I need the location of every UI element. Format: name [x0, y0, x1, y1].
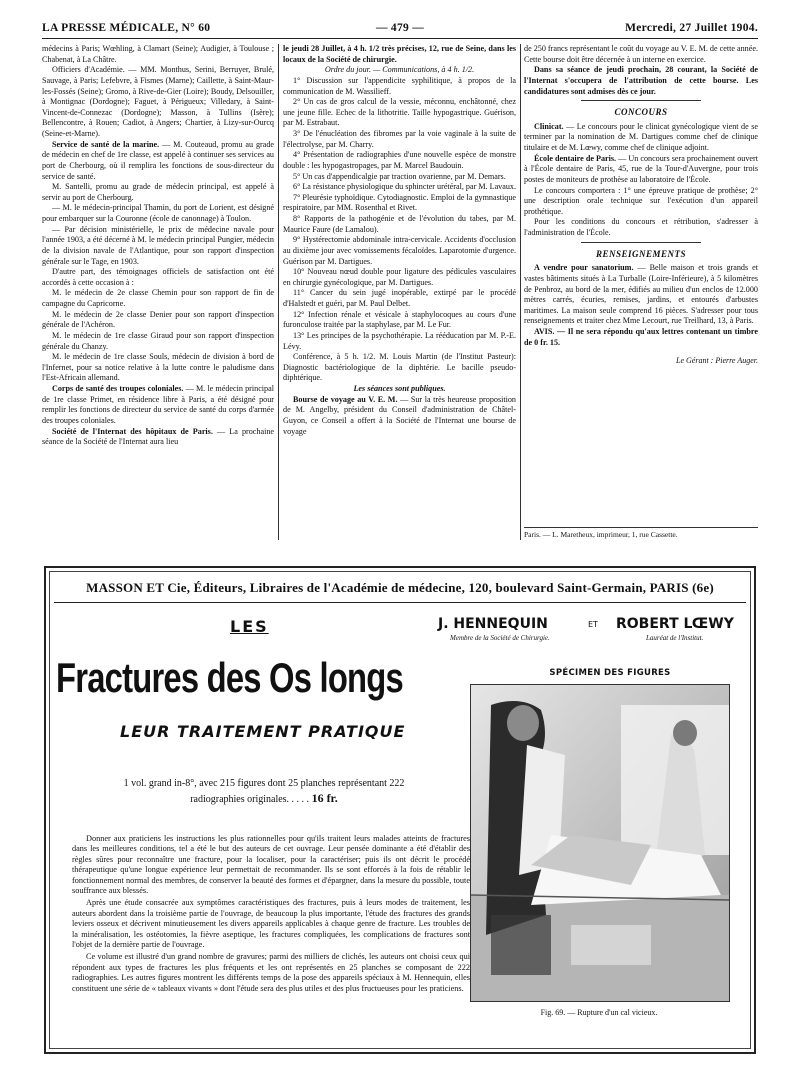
- ad-inner-frame: [49, 571, 751, 1049]
- paragraph: M. le médecin de 2e classe Chemin pour son rapport de fin de campagne du Capricorne.: [42, 288, 274, 308]
- paragraph: Pour les conditions du concours et rétribution, s'adresser à l'administration de l'École.: [524, 217, 758, 237]
- column-2: [283, 44, 516, 541]
- section-heading: Clinicat.: [534, 121, 564, 131]
- paragraph: Corps de santé des troupes coloniales. — M. le médecin principal de 1re classe Primet, en résidence libre à Paris, a été désigné pour remplir les fonctions de directeur du service de santé du corps d'armée des troupes coloniales.: [42, 384, 274, 425]
- section-title-renseignements: RENSEIGNEMENTS: [595, 248, 687, 259]
- section-heading: Service de santé de la marine.: [52, 139, 160, 149]
- agenda-item: 12° Infection rénale et vésicale à staphylocoques au cours d'une furonculose traitée par la staphylase, par M. Le Fur.: [283, 309, 516, 330]
- section-heading: Société de l'Internat des hôpitaux de Paris.: [52, 426, 213, 436]
- section-title-concours: CONCOURS: [614, 107, 668, 118]
- agenda-item: 3° De l'énucléation des fibromes par la voie vaginale à la suite de l'électrolyse, par M. Charry.: [283, 129, 516, 149]
- column-3: [524, 44, 758, 541]
- specimen-photo: [470, 684, 730, 1002]
- figure-caption: Fig. 69. — Rupture d'un cal vicieux.: [540, 1008, 658, 1017]
- paragraph: M. le médecin de 1re classe Giraud pour son rapport d'inspection générale du Chanzy.: [42, 330, 274, 351]
- paragraph: École dentaire de Paris. — Un concours sera prochainement ouvert à l'École dentaire de Paris, 45, rue de la Tour-d'Auvergne, pour trois postes de moniteurs de prothèse au laboratoire de l'École.: [524, 153, 758, 184]
- paragraph: — M. le médecin-principal Thamin, du port de Lorient, est désigné pour embarquer sur la Couronne (école de canonnage) à Toulon.: [42, 203, 274, 223]
- section-heading: A vendre pour sanatorium.: [534, 263, 634, 273]
- paragraph: de 250 francs représentant le coût du voyage au V. E. M. de cette année. Cette bourse doit être décernée à un interne en exercice.: [524, 44, 758, 64]
- page-number: — 479 —: [375, 22, 425, 34]
- price: 16 fr.: [311, 791, 338, 805]
- agenda-item: 4° Présentation de radiographies d'une nouvelle espèce de monstre double : les hypogastropages, par M. Marcel Baudouin.: [283, 150, 516, 170]
- journal-title: LA PRESSE MÉDICALE, N° 60: [42, 22, 211, 34]
- paragraph: Ce volume est illustré d'un grand nombre de gravures; parmi des milliers de clichés, les auteurs ont choisi ceux qui répondent aux types de fractures les plus fréquents et les ont représentés en 25 planches se composant de 222 radiographies. Les autres figures montrent les différents temps de la pose des appareils spéciaux à M. Hennequin, elles constituent une série de « tableaux vivants » dont l'étude sera des plus utiles et des plus fructueuses pour les praticiens.: [72, 952, 470, 993]
- paragraph: Le concours comportera : 1° une épreuve pratique de prothèse; 2° une description orale technique sur l'exécution d'un appareil prothétique.: [524, 185, 758, 216]
- specimen-heading: SPÉCIMEN DES FIGURES: [549, 668, 671, 678]
- agenda-item: 7° Pleurésie typhoïdique. Cytodiagnostic. Emploi de la gymnastique respiratoire, par MM. Rosenthal et Rivet.: [283, 192, 516, 213]
- agenda-item: 9° Hystérectomie abdominale intra-cervicale. Accidents d'occlusion au dixième jour avec vomissements fécaloïdes. Laparotomie d'urgence. Guérison par M. Dartigues.: [283, 235, 516, 266]
- author-credential: Membre de la Société de Chirurgie.: [450, 634, 550, 642]
- agenda-item: 2° Un cas de gros calcul de la vessie, méconnu, enchâtonné, chez une jeune fille. Echec de la lithotritie. Taille hypogastrique. Guérison, par M. Estrabaut.: [283, 97, 516, 128]
- paragraph: M. Santelli, promu au grade de médecin principal, est appelé à servir au port de Cherbourg.: [42, 182, 274, 202]
- ad-description: [72, 834, 470, 996]
- agenda-item: 6° La résistance physiologique du sphincter urétéral, par M. Lavaux.: [293, 182, 516, 192]
- gerant-line: Le Gérant : Pierre Auger.: [676, 356, 758, 366]
- paragraph: le jeudi 28 Juillet, à 4 h. 1/2 très précises, 12, rue de Seine, dans les locaux de la Société de chirurgie.: [283, 44, 516, 64]
- paragraph: D'autre part, des témoignages officiels de satisfaction ont été accordés à cette occasion à :: [42, 267, 274, 287]
- section-heading: École dentaire de Paris.: [534, 153, 617, 163]
- divider: [581, 242, 701, 243]
- paragraph: Bourse de voyage au V. E. M. — Sur la très heureuse proposition de M. Angelby, président du Conseil d'administration de Châtel-Guyon, ce Conseil a offert à la Société de l'Internat une bourse de voyage: [283, 394, 516, 436]
- paragraph: Service de santé de la marine. — M. Couteaud, promu au grade de médecin en chef de 1re classe, est appelé à continuer ses services au port de Cherbourg, où il remplira les fonctions de sous-directeur du service de santé.: [42, 139, 274, 181]
- paragraph: M. le médecin de 1re classe Souls, médecin de division à bord de l'Infernet, pour sa notice relative à la lutte contre le paludisme dans l'Est-Africain allemand.: [42, 352, 274, 383]
- column-1: [42, 44, 274, 541]
- agenda-heading: Ordre du jour. — Communications, à 4 h. 1/2.: [324, 65, 475, 75]
- paragraph: Clinicat. — Le concours pour le clinicat gynécologique vient de se terminer par la nomination de M. Dartigues comme chef de clinique titulaire et de M. Lœwy, comme chef de clinique adjoint.: [524, 121, 758, 152]
- agenda-item: 11° Cancer du sein jugé inopérable, extirpé par le procédé d'Halstedt et guéri, par M. Paul Delbet.: [283, 288, 516, 308]
- section-heading: Corps de santé des troupes coloniales.: [52, 384, 184, 393]
- conjunction: ET: [588, 620, 598, 629]
- agenda-item: 5° Un cas d'appendicalgie par traction ovarienne, par M. Demars.: [293, 171, 506, 181]
- printer-line: Paris. — L. Maretheux, imprimeur, 1, rue Cassette.: [524, 527, 758, 539]
- author-name: J. HENNEQUIN: [438, 616, 548, 632]
- book-subtitle: LEUR TRAITEMENT PRATIQUE: [120, 722, 406, 741]
- paragraph: Donner aux praticiens les instructions les plus rationnelles pour qu'ils traitent leurs malades atteints de fractures dans les meilleures conditions, tel a été le but des auteurs de cet ouvrage. Leur pensée dominante a été d'établir des règles sûres pour reconnaître une fracture, pour la localiser, pour la caractériser; puis ils ont décrit le procédé thérapeutique qu'une longue expérience leur permettait de recommander. Ils se sont efforcés à la fois de rétablir le fonctionnement normal des membres, de conserver la beauté des formes et d'épargner, dans la mesure du possible, toute souffrance aux blessés.: [72, 834, 470, 896]
- photo-illustration: [471, 685, 729, 1001]
- author-name: ROBERT LŒWY: [616, 616, 734, 632]
- book-advertisement: [44, 566, 756, 1054]
- paragraph: Après une étude consacrée aux symptômes caractéristiques des fractures, puis à leurs modes de traitement, les auteurs abordent dans la troisième partie de l'ouvrage, de beaucoup la plus importante, l'étude des fractures des grands leviers osseux et décrivent minutieusement les divers appareils applicables à chaque genre de fracture. Les troubles de la minéralisation, les ostéotomies, la fièvre aseptique, les fractures compliquées, les complications de fractures sont l'objet de la dernière partie de l'ouvrage.: [72, 898, 470, 950]
- paragraph: A vendre pour sanatorium. — Belle maison et trois grands et vastes bâtiments situés à La Turballe (Loire-Inférieure), à 5 kilomètres de Penbroz, au bord de la mer, édifiés au milieu d'un enclos de 12.000 mètres carrés, écuries, remises, jardins, et entourés d'arbustes maritimes. La maison seule comprend 16 pièces. S'adresser pour tous renseignements et traiter chez Mme Lecourt, rue Treilhard, 13, à Paris.: [524, 263, 758, 326]
- paragraph: Les séances sont publiques.: [353, 384, 446, 393]
- page-header: [42, 22, 758, 38]
- agenda-item: 13° Les principes de la psychothérapie. La rééducation par M. P.-E. Lévy.: [283, 330, 516, 351]
- divider: [581, 100, 701, 101]
- notice: AVIS. — Il ne sera répondu qu'aux lettres contenant un timbre de 0 fr. 15.: [524, 327, 758, 347]
- book-title: Fractures des Os longs: [56, 654, 403, 701]
- paragraph: Conférence, à 5 h. 1/2. M. Louis Martin (de l'Institut Pasteur): Diagnostic bactériologique de la diphtérie. Le bacille pseudo-diphtérique.: [283, 352, 516, 383]
- section-heading: Bourse de voyage au V. E. M.: [293, 394, 398, 404]
- title-article: LES: [230, 617, 269, 636]
- divider: [54, 602, 746, 603]
- paragraph: Officiers d'Académie. — MM. Monthus, Serini, Berruyer, Brulé, Sauvage, à Paris; Lefebvre, à Fismes (Marne); Caillette, à Saint-Maur-les-Fossés (Seine); Gromo, à Rive-de-Gier (Loire); Boudy, Delsouiller, à Montignac (Dordogne); Faguet, à Périgueux; Villedary, à Saint-Vincent-de-Connezac (Dordogne); Masson, à Tullins (Isère); Bellencontre, à Rouen; Cadiot, à Angers; Chartier, à Lizy-sur-Ourcq (Seine-et-Marne).: [42, 65, 274, 138]
- column-rule: [278, 44, 279, 540]
- paragraph: M. le médecin de 2e classe Denier pour son rapport d'inspection générale de l'Achéron.: [42, 309, 274, 330]
- paragraph: médecins à Paris; Wœhling, à Clamart (Seine); Audigier, à Toulouse ; Chabenat, à La Châtre.: [42, 44, 274, 64]
- paragraph: — Par décision ministérielle, le prix de médecine navale pour l'année 1903, a été décerné à M. le médecin principal Pungier, médecin de la division navale de l'Atlantique, pour son rapport d'inspection générale sur le Tage, en 1903.: [42, 224, 274, 266]
- author-credential: Lauréat de l'Institut.: [646, 634, 704, 642]
- paragraph: Dans sa séance de jeudi prochain, 28 courant, la Société de l'Internat s'occupera de l'attribution de cette bourse. Les candidatures sont admises dès ce jour.: [524, 65, 758, 96]
- agenda-item: 1° Discussion sur l'appendicite syphilitique, à propos de la communication de M. Wassilieff.: [283, 75, 516, 96]
- volume-info: 1 vol. grand in-8°, avec 215 figures dont 25 planches représentant 222 radiographies originales. . . . . 16 fr.: [123, 778, 405, 805]
- column-rule: [520, 44, 521, 540]
- agenda-item: 8° Rapports de la pathogénie et de l'évolution du tabes, par M. Maurice Faure (de Lamalou).: [283, 214, 516, 234]
- publisher-line: MASSON ET Cie, Éditeurs, Libraires de l'Académie de médecine, 120, boulevard Saint-Germain, PARIS (6e): [86, 580, 714, 595]
- paragraph: Société de l'Internat des hôpitaux de Paris. — La prochaine séance de la Société de l'Internat aura lieu: [42, 426, 274, 447]
- issue-date: Mercredi, 27 Juillet 1904.: [625, 22, 758, 34]
- agenda-item: 10° Nouveau nœud double pour ligature des pédicules vasculaires en chirurgie gynécologique, par M. Dartigues.: [283, 267, 516, 287]
- header-rule: [42, 38, 758, 39]
